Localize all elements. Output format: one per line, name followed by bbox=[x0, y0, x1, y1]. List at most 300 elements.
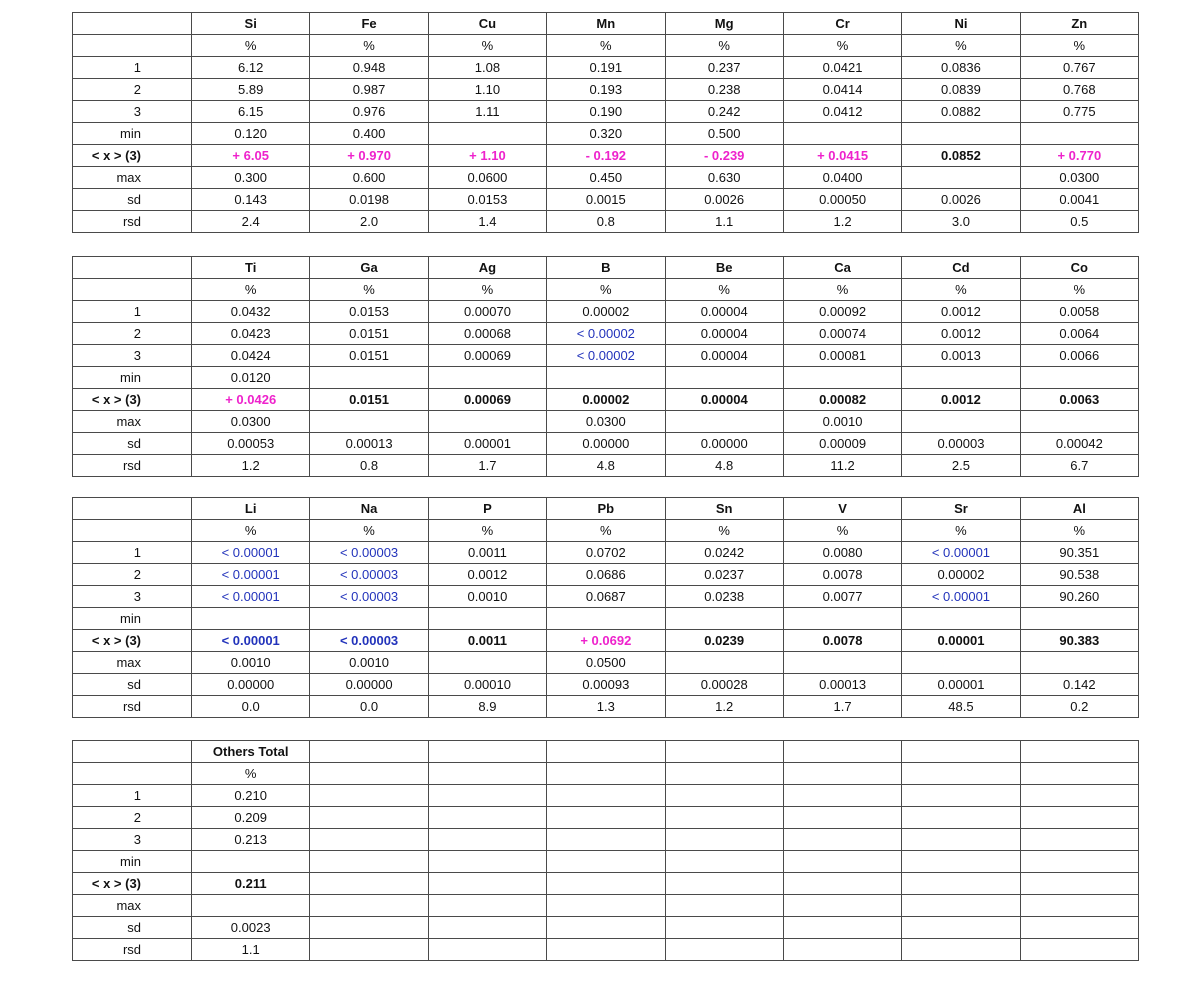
value-cell bbox=[902, 939, 1020, 961]
unit-row bbox=[73, 520, 1139, 542]
element-header-row bbox=[73, 498, 1139, 520]
value-cell: 0.00082 bbox=[783, 389, 901, 411]
element-name-cell bbox=[783, 741, 901, 763]
element-header-row bbox=[73, 257, 1139, 279]
row-label: max bbox=[73, 411, 192, 433]
replicate-row-2 bbox=[73, 323, 1139, 345]
replicate-row-3 bbox=[73, 829, 1139, 851]
value-cell: 0.210 bbox=[192, 785, 310, 807]
unit-cell: % bbox=[547, 520, 665, 542]
value-cell bbox=[547, 917, 665, 939]
value-cell bbox=[783, 917, 901, 939]
value-cell: 0.0239 bbox=[665, 630, 783, 652]
value-cell: 0.0015 bbox=[547, 189, 665, 211]
value-cell: 4.8 bbox=[547, 455, 665, 477]
unit-cell: % bbox=[902, 520, 1020, 542]
row-label: sd bbox=[73, 674, 192, 696]
value-cell: 0.00004 bbox=[665, 323, 783, 345]
value-cell bbox=[665, 873, 783, 895]
unit-cell: % bbox=[547, 35, 665, 57]
unit-cell: % bbox=[310, 520, 428, 542]
value-cell: 0.0852 bbox=[902, 145, 1020, 167]
value-cell: 90.260 bbox=[1020, 586, 1138, 608]
value-cell bbox=[1020, 367, 1138, 389]
value-cell bbox=[665, 785, 783, 807]
value-cell: 0.00001 bbox=[902, 630, 1020, 652]
value-cell bbox=[783, 807, 901, 829]
unit-cell: % bbox=[665, 35, 783, 57]
value-cell: 0.0023 bbox=[192, 917, 310, 939]
value-cell bbox=[902, 829, 1020, 851]
value-cell: < 0.00003 bbox=[310, 542, 428, 564]
value-cell: + 0.970 bbox=[310, 145, 428, 167]
value-cell bbox=[310, 851, 428, 873]
value-cell: 0.767 bbox=[1020, 57, 1138, 79]
replicate-row-2 bbox=[73, 807, 1139, 829]
value-cell: 8.9 bbox=[428, 696, 546, 718]
min-row bbox=[73, 851, 1139, 873]
row-label: sd bbox=[73, 189, 192, 211]
value-cell: 0.0013 bbox=[902, 345, 1020, 367]
value-cell: 0.00000 bbox=[547, 433, 665, 455]
value-cell bbox=[902, 873, 1020, 895]
value-cell: 5.89 bbox=[192, 79, 310, 101]
value-cell bbox=[428, 917, 546, 939]
unit-row bbox=[73, 279, 1139, 301]
value-cell: 1.10 bbox=[428, 79, 546, 101]
element-name-cell: Na bbox=[310, 498, 428, 520]
element-name-cell: B bbox=[547, 257, 665, 279]
value-cell: 0.0400 bbox=[783, 167, 901, 189]
row-label: 2 bbox=[73, 807, 192, 829]
value-cell: 0.00004 bbox=[665, 389, 783, 411]
value-cell bbox=[547, 367, 665, 389]
min-row bbox=[73, 608, 1139, 630]
value-cell: 1.3 bbox=[547, 696, 665, 718]
row-label: < x > (3) bbox=[73, 145, 192, 167]
value-cell: 90.538 bbox=[1020, 564, 1138, 586]
value-cell: 0.0080 bbox=[783, 542, 901, 564]
value-cell: 0.00002 bbox=[547, 389, 665, 411]
value-cell: 0.120 bbox=[192, 123, 310, 145]
row-label: 1 bbox=[73, 785, 192, 807]
value-cell bbox=[1020, 917, 1138, 939]
unit-cell: % bbox=[665, 520, 783, 542]
value-cell: 0.0702 bbox=[547, 542, 665, 564]
value-cell bbox=[547, 873, 665, 895]
value-cell: + 0.0692 bbox=[547, 630, 665, 652]
unit-cell: % bbox=[783, 35, 901, 57]
value-cell bbox=[310, 608, 428, 630]
value-cell: 0.0011 bbox=[428, 542, 546, 564]
unit-cell: % bbox=[902, 35, 1020, 57]
value-cell bbox=[665, 851, 783, 873]
element-name-cell: Zn bbox=[1020, 13, 1138, 35]
mean-row bbox=[73, 145, 1139, 167]
value-cell: 0.0151 bbox=[310, 323, 428, 345]
value-cell bbox=[1020, 411, 1138, 433]
value-cell bbox=[783, 851, 901, 873]
value-cell: 0.0836 bbox=[902, 57, 1020, 79]
value-cell: < 0.00003 bbox=[310, 630, 428, 652]
value-cell bbox=[902, 785, 1020, 807]
value-cell bbox=[428, 652, 546, 674]
min-row bbox=[73, 367, 1139, 389]
max-row bbox=[73, 652, 1139, 674]
unit-cell bbox=[428, 763, 546, 785]
value-cell: 0.213 bbox=[192, 829, 310, 851]
value-cell: 0.0012 bbox=[902, 389, 1020, 411]
element-header-row bbox=[73, 13, 1139, 35]
value-cell: 0.0412 bbox=[783, 101, 901, 123]
replicate-row-2 bbox=[73, 564, 1139, 586]
row-label: min bbox=[73, 851, 192, 873]
unit-cell: % bbox=[192, 520, 310, 542]
unit-cell: % bbox=[192, 763, 310, 785]
value-cell bbox=[783, 785, 901, 807]
value-cell: 0.0687 bbox=[547, 586, 665, 608]
element-name-cell: Be bbox=[665, 257, 783, 279]
value-cell: + 6.05 bbox=[192, 145, 310, 167]
value-cell bbox=[902, 851, 1020, 873]
value-cell: 0.0839 bbox=[902, 79, 1020, 101]
row-label bbox=[73, 520, 192, 542]
element-name-cell: Cd bbox=[902, 257, 1020, 279]
row-label: max bbox=[73, 895, 192, 917]
value-cell: 0.450 bbox=[547, 167, 665, 189]
value-cell: 0.630 bbox=[665, 167, 783, 189]
unit-cell: % bbox=[665, 279, 783, 301]
value-cell: 0.00000 bbox=[310, 674, 428, 696]
unit-cell: % bbox=[783, 520, 901, 542]
element-name-cell: Mn bbox=[547, 13, 665, 35]
value-cell: 0.00028 bbox=[665, 674, 783, 696]
row-label: 1 bbox=[73, 57, 192, 79]
row-label bbox=[73, 763, 192, 785]
value-cell: < 0.00001 bbox=[192, 630, 310, 652]
value-cell bbox=[783, 652, 901, 674]
value-cell bbox=[428, 873, 546, 895]
value-cell: 0.0423 bbox=[192, 323, 310, 345]
value-cell bbox=[310, 829, 428, 851]
unit-cell: % bbox=[428, 279, 546, 301]
value-cell: 1.2 bbox=[665, 696, 783, 718]
value-cell: 11.2 bbox=[783, 455, 901, 477]
value-cell: 0.0242 bbox=[665, 542, 783, 564]
unit-cell: % bbox=[310, 279, 428, 301]
unit-cell bbox=[665, 763, 783, 785]
replicate-row-1 bbox=[73, 57, 1139, 79]
element-name-cell: Si bbox=[192, 13, 310, 35]
value-cell: 0.0066 bbox=[1020, 345, 1138, 367]
value-cell: 2.4 bbox=[192, 211, 310, 233]
value-cell bbox=[428, 785, 546, 807]
value-cell bbox=[547, 939, 665, 961]
value-cell: 0.00001 bbox=[902, 674, 1020, 696]
value-cell: 0.320 bbox=[547, 123, 665, 145]
value-cell: 0.0026 bbox=[902, 189, 1020, 211]
row-label: rsd bbox=[73, 939, 192, 961]
value-cell: 0.00002 bbox=[902, 564, 1020, 586]
element-name-cell bbox=[902, 741, 1020, 763]
value-cell: 0.00001 bbox=[428, 433, 546, 455]
value-cell: 0.8 bbox=[310, 455, 428, 477]
value-cell: 2.0 bbox=[310, 211, 428, 233]
value-cell: 1.1 bbox=[665, 211, 783, 233]
value-cell: + 0.0426 bbox=[192, 389, 310, 411]
unit-cell: % bbox=[1020, 279, 1138, 301]
value-cell bbox=[1020, 939, 1138, 961]
value-cell bbox=[428, 895, 546, 917]
rsd-row bbox=[73, 455, 1139, 477]
row-label: rsd bbox=[73, 455, 192, 477]
max-row bbox=[73, 167, 1139, 189]
value-cell: 0.00069 bbox=[428, 389, 546, 411]
value-cell bbox=[192, 851, 310, 873]
value-cell bbox=[783, 123, 901, 145]
value-cell: 0.242 bbox=[665, 101, 783, 123]
unit-cell: % bbox=[428, 520, 546, 542]
value-cell: < 0.00001 bbox=[902, 586, 1020, 608]
value-cell bbox=[1020, 829, 1138, 851]
element-name-cell: Co bbox=[1020, 257, 1138, 279]
value-cell: 0.00003 bbox=[902, 433, 1020, 455]
value-cell bbox=[428, 367, 546, 389]
element-name-cell: V bbox=[783, 498, 901, 520]
value-cell: 0.0237 bbox=[665, 564, 783, 586]
value-cell: < 0.00003 bbox=[310, 564, 428, 586]
value-cell: 0.0120 bbox=[192, 367, 310, 389]
value-cell bbox=[902, 807, 1020, 829]
value-cell: 0.142 bbox=[1020, 674, 1138, 696]
row-label: 2 bbox=[73, 79, 192, 101]
value-cell: 0.5 bbox=[1020, 211, 1138, 233]
value-cell bbox=[428, 851, 546, 873]
value-cell: 6.15 bbox=[192, 101, 310, 123]
value-cell bbox=[902, 895, 1020, 917]
row-label: 2 bbox=[73, 564, 192, 586]
sd-row bbox=[73, 674, 1139, 696]
value-cell: 0.00013 bbox=[783, 674, 901, 696]
value-cell: 0.0010 bbox=[428, 586, 546, 608]
element-name-cell: Others Total bbox=[192, 741, 310, 763]
value-cell bbox=[310, 939, 428, 961]
value-cell: 0.0010 bbox=[192, 652, 310, 674]
value-cell: 0.0078 bbox=[783, 564, 901, 586]
value-cell: 0.0026 bbox=[665, 189, 783, 211]
value-cell bbox=[902, 411, 1020, 433]
mean-row bbox=[73, 389, 1139, 411]
value-cell: 0.300 bbox=[192, 167, 310, 189]
mean-row bbox=[73, 873, 1139, 895]
unit-cell: % bbox=[547, 279, 665, 301]
value-cell: 0.00092 bbox=[783, 301, 901, 323]
element-name-cell bbox=[665, 741, 783, 763]
row-label: 1 bbox=[73, 301, 192, 323]
value-cell bbox=[192, 895, 310, 917]
row-label: max bbox=[73, 652, 192, 674]
value-cell bbox=[310, 785, 428, 807]
value-cell: 0.0063 bbox=[1020, 389, 1138, 411]
unit-row bbox=[73, 35, 1139, 57]
element-header-row bbox=[73, 741, 1139, 763]
value-cell: 0.00074 bbox=[783, 323, 901, 345]
unit-row bbox=[73, 763, 1139, 785]
value-cell: 0.0600 bbox=[428, 167, 546, 189]
value-cell: 0.191 bbox=[547, 57, 665, 79]
row-label: < x > (3) bbox=[73, 630, 192, 652]
element-name-cell: Ga bbox=[310, 257, 428, 279]
element-name-cell: Al bbox=[1020, 498, 1138, 520]
element-name-cell bbox=[310, 741, 428, 763]
unit-cell bbox=[547, 763, 665, 785]
replicate-row-3 bbox=[73, 101, 1139, 123]
value-cell bbox=[665, 807, 783, 829]
value-cell: 0.768 bbox=[1020, 79, 1138, 101]
value-cell: 0.0432 bbox=[192, 301, 310, 323]
value-cell: 0.00050 bbox=[783, 189, 901, 211]
element-name-cell: Ti bbox=[192, 257, 310, 279]
value-cell bbox=[428, 807, 546, 829]
value-cell: - 0.239 bbox=[665, 145, 783, 167]
row-label: rsd bbox=[73, 696, 192, 718]
value-cell bbox=[783, 608, 901, 630]
value-cell: 0.0421 bbox=[783, 57, 901, 79]
element-name-cell: Ni bbox=[902, 13, 1020, 35]
value-cell bbox=[665, 367, 783, 389]
value-cell: 0.0064 bbox=[1020, 323, 1138, 345]
unit-cell bbox=[783, 763, 901, 785]
row-label: rsd bbox=[73, 211, 192, 233]
row-label: 3 bbox=[73, 829, 192, 851]
value-cell: 0.0153 bbox=[310, 301, 428, 323]
replicate-row-3 bbox=[73, 586, 1139, 608]
value-cell: 0.0078 bbox=[783, 630, 901, 652]
value-cell bbox=[902, 167, 1020, 189]
element-name-cell: Pb bbox=[547, 498, 665, 520]
row-label bbox=[73, 498, 192, 520]
value-cell: 0.0151 bbox=[310, 345, 428, 367]
unit-cell: % bbox=[428, 35, 546, 57]
value-cell: 0.00042 bbox=[1020, 433, 1138, 455]
value-cell bbox=[902, 123, 1020, 145]
value-cell: 0.400 bbox=[310, 123, 428, 145]
value-cell bbox=[783, 829, 901, 851]
value-cell: 0.00013 bbox=[310, 433, 428, 455]
value-cell: 0.0012 bbox=[428, 564, 546, 586]
value-cell bbox=[783, 939, 901, 961]
value-cell: 0.0012 bbox=[902, 323, 1020, 345]
row-label: max bbox=[73, 167, 192, 189]
value-cell: 0.500 bbox=[665, 123, 783, 145]
value-cell: 6.7 bbox=[1020, 455, 1138, 477]
value-cell: 1.08 bbox=[428, 57, 546, 79]
element-table-2 bbox=[72, 256, 1139, 477]
value-cell: 0.948 bbox=[310, 57, 428, 79]
replicate-row-2 bbox=[73, 79, 1139, 101]
value-cell: 2.5 bbox=[902, 455, 1020, 477]
unit-cell: % bbox=[1020, 520, 1138, 542]
sd-row bbox=[73, 189, 1139, 211]
value-cell bbox=[783, 873, 901, 895]
value-cell: 4.8 bbox=[665, 455, 783, 477]
value-cell bbox=[665, 917, 783, 939]
value-cell: 0.0151 bbox=[310, 389, 428, 411]
element-name-cell: Fe bbox=[310, 13, 428, 35]
value-cell: 0.00004 bbox=[665, 301, 783, 323]
value-cell bbox=[902, 367, 1020, 389]
value-cell bbox=[1020, 807, 1138, 829]
value-cell: 0.976 bbox=[310, 101, 428, 123]
min-row bbox=[73, 123, 1139, 145]
replicate-row-3 bbox=[73, 345, 1139, 367]
row-label: min bbox=[73, 123, 192, 145]
value-cell: 0.00002 bbox=[547, 301, 665, 323]
row-label bbox=[73, 13, 192, 35]
value-cell bbox=[192, 608, 310, 630]
value-cell bbox=[310, 807, 428, 829]
value-cell bbox=[1020, 873, 1138, 895]
value-cell: 90.351 bbox=[1020, 542, 1138, 564]
element-name-cell: Cr bbox=[783, 13, 901, 35]
value-cell bbox=[902, 608, 1020, 630]
max-row bbox=[73, 411, 1139, 433]
row-label: < x > (3) bbox=[73, 389, 192, 411]
value-cell bbox=[665, 829, 783, 851]
value-cell: 0.0424 bbox=[192, 345, 310, 367]
value-cell bbox=[547, 807, 665, 829]
value-cell bbox=[783, 367, 901, 389]
value-cell: 0.143 bbox=[192, 189, 310, 211]
value-cell: 0.0077 bbox=[783, 586, 901, 608]
element-table-4 bbox=[72, 740, 1139, 961]
value-cell: 0.0238 bbox=[665, 586, 783, 608]
value-cell bbox=[428, 939, 546, 961]
row-label: < x > (3) bbox=[73, 873, 192, 895]
value-cell: 0.0198 bbox=[310, 189, 428, 211]
element-name-cell: Ca bbox=[783, 257, 901, 279]
value-cell bbox=[428, 123, 546, 145]
sd-row bbox=[73, 433, 1139, 455]
unit-cell: % bbox=[192, 35, 310, 57]
value-cell: 0.0010 bbox=[310, 652, 428, 674]
value-cell: 0.0500 bbox=[547, 652, 665, 674]
value-cell: 0.237 bbox=[665, 57, 783, 79]
value-cell: 1.1 bbox=[192, 939, 310, 961]
unit-cell: % bbox=[902, 279, 1020, 301]
value-cell bbox=[428, 608, 546, 630]
value-cell: 48.5 bbox=[902, 696, 1020, 718]
sd-row bbox=[73, 917, 1139, 939]
value-cell bbox=[547, 829, 665, 851]
value-cell: 1.2 bbox=[192, 455, 310, 477]
row-label: min bbox=[73, 608, 192, 630]
value-cell bbox=[310, 895, 428, 917]
value-cell: - 0.192 bbox=[547, 145, 665, 167]
value-cell bbox=[665, 652, 783, 674]
value-cell: 0.0686 bbox=[547, 564, 665, 586]
element-name-cell: Cu bbox=[428, 13, 546, 35]
rsd-row bbox=[73, 696, 1139, 718]
element-name-cell: Ag bbox=[428, 257, 546, 279]
value-cell bbox=[428, 829, 546, 851]
value-cell: 0.775 bbox=[1020, 101, 1138, 123]
value-cell: 0.0012 bbox=[902, 301, 1020, 323]
value-cell: 0.00004 bbox=[665, 345, 783, 367]
value-cell: 0.987 bbox=[310, 79, 428, 101]
element-name-cell bbox=[1020, 741, 1138, 763]
value-cell bbox=[1020, 895, 1138, 917]
